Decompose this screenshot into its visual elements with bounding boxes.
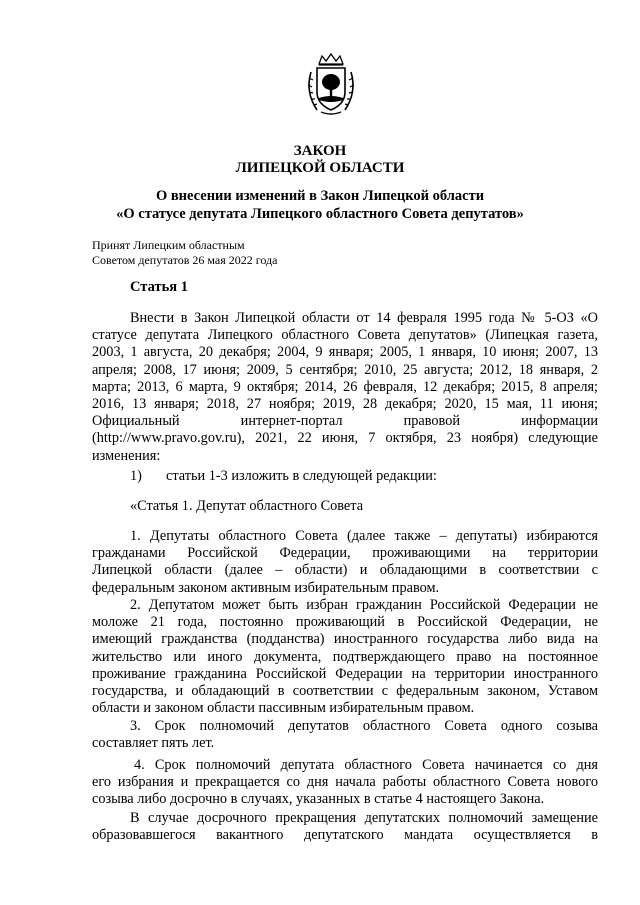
law-title: ЗАКОН: [293, 143, 347, 159]
paragraph-3: [92, 718, 598, 752]
law-subtitle-line-1: О внесении изменений в Закон Липецкой области: [155, 188, 485, 204]
paragraph-5: [92, 810, 598, 844]
text-line: Липецкой области (далее – области) и обладающими в соответствии с: [92, 562, 598, 579]
text-line: 4. Срок полномочий депутата областного Совета начинается со дня: [134, 757, 598, 773]
text-line: 3. Срок полномочий депутатов областного Совета одного созыва: [130, 718, 598, 734]
text-line: статусе депутата Липецкого областного Совета депутатов» (Липецкая газета,: [92, 327, 598, 344]
text-line: изменения:: [92, 447, 161, 464]
text-line: имеющий гражданства (подданства) иностранного государства либо вида на: [92, 631, 598, 648]
item-number: 1): [130, 468, 142, 484]
text-line: федеральным законом активным избирательным правом.: [92, 579, 440, 596]
paragraph-1: [92, 528, 598, 597]
text-line: созыва либо досрочно в случаях, указанных в статье 4 настоящего Закона.: [92, 791, 545, 808]
text-line: государства, и обладающий в соответствии с федеральным законом, Уставом: [92, 683, 598, 700]
coat-of-arms-emblem: [303, 52, 359, 118]
law-subtitle-line-2: «О статусе депутата Липецкого областного Совета депутатов»: [116, 206, 524, 222]
text-line: гражданами Российской Федерации, проживающими на территории: [92, 545, 598, 562]
article-intro-paragraph: [92, 310, 598, 465]
text-line: 2. Депутатом может быть избран гражданин Российской Федерации не: [130, 597, 598, 613]
paragraph-2: [92, 597, 598, 717]
text-line: жительство или иного документа, подтверждающего право на постоянное: [92, 648, 598, 665]
text-line: его избрания и прекращается со дня начала работы областного Совета нового: [92, 774, 598, 791]
text-line: апреля; 2008, 17 июня; 2009, 5 сентября; 2010, 25 августа; 2012, 18 января, 2: [92, 361, 598, 378]
text-line: 1. Депутаты областного Совета (далее также – депутаты) избираются: [130, 528, 598, 544]
text-line: проживание гражданина Российской Федерации на территории иностранного: [92, 665, 598, 682]
region-title: ЛИПЕЦКОЙ ОБЛАСТИ: [235, 160, 405, 176]
quoted-article-heading: «Статья 1. Депутат областного Совета: [130, 498, 364, 514]
adopted-by-line-1: Принят Липецким областным: [92, 238, 245, 252]
text-line: моложе 21 года, постоянно проживающий в Российской Федерации, не: [92, 614, 598, 631]
paragraph-4: [92, 757, 598, 809]
text-line: 2016, 13 января; 2018, 27 ноября; 2019, 28 декабря; 2020, 15 мая, 11 июня;: [92, 396, 598, 413]
text-line: марта; 2013, 6 марта, 9 октября; 2014, 26 февраля, 12 декабря; 2015, 8 апреля;: [92, 378, 598, 395]
item-text: статьи 1-3 изложить в следующей редакции:: [166, 468, 437, 484]
text-line: области и законом области пассивным избирательным правом.: [92, 700, 475, 717]
text-line: Внести в Закон Липецкой области от 14 февраля 1995 года № 5-ОЗ «О: [130, 310, 598, 326]
article-heading: Статья 1: [130, 279, 188, 295]
text-line: Официальный интернет-портал правовой информации: [92, 413, 598, 430]
text-line: В случае досрочного прекращения депутатских полномочий замещение: [130, 810, 598, 826]
text-line: (http://www.pravo.gov.ru), 2021, 22 июня, 7 октября, 23 ноября) следующие: [92, 430, 598, 447]
text-line: образовавшегося вакантного депутатского мандата осуществляется в: [92, 827, 598, 844]
text-line: 2003, 1 августа, 20 декабря; 2004, 9 января; 2005, 1 января, 10 июня; 2007, 13: [92, 344, 598, 361]
adopted-date-line: Советом депутатов 26 мая 2022 года: [92, 253, 278, 267]
text-line: составляет пять лет.: [92, 735, 215, 752]
